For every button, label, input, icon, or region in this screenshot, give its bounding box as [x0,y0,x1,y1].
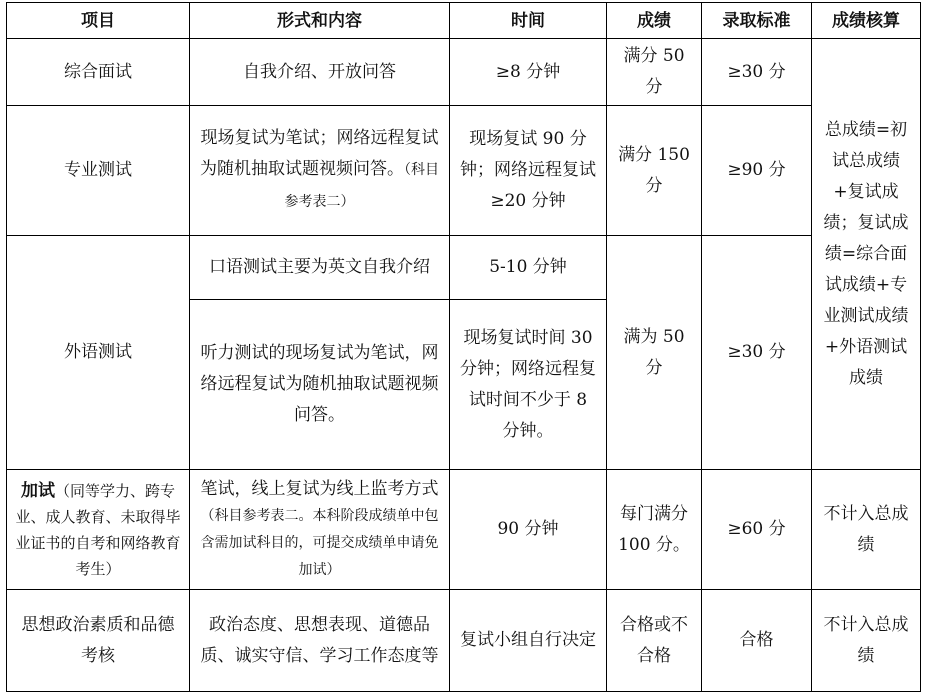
moral-form: 政治态度、思想表现、道德品质、诚实守信、学习工作态度等 [190,590,450,692]
moral-item: 思想政治素质和品德考核 [7,590,190,692]
table-row-extra [7,470,921,590]
major-form-main: 现场复试为笔试；网络远程复试为随机抽取试题视频问答。 [200,128,439,179]
extra-form-main: 笔试，线上复试为线上监考方式 [200,479,439,499]
general-item: 综合面试 [7,39,190,106]
table-row-moral [7,590,921,692]
table-row-general [7,39,921,106]
extra-form-note: （科目参考表二。本科阶段成绩单中包含需加试科目的，可提交成绩单申请免加试） [200,508,439,578]
moral-calc: 不计入总成绩 [812,590,921,692]
major-standard: ≥90 分 [702,106,812,236]
moral-time: 复试小组自行决定 [450,590,607,692]
general-form: 自我介绍、开放问答 [190,39,450,106]
extra-item [7,470,190,590]
header-item: 项目 [7,3,190,39]
header-row [7,3,921,39]
foreign-listen-form: 听力测试的现场复试为笔试，网络远程复试为随机抽取试题视频问答。 [190,300,450,470]
major-item: 专业测试 [7,106,190,236]
extra-standard: ≥60 分 [702,470,812,590]
foreign-oral-form: 口语测试主要为英文自我介绍 [190,236,450,300]
extra-time: 90 分钟 [450,470,607,590]
table-row-foreign-oral [7,236,921,300]
header-form: 形式和内容 [190,3,450,39]
general-time: ≥8 分钟 [450,39,607,106]
header-score: 成绩 [607,3,702,39]
foreign-listen-time: 现场复试时间 30 分钟；网络远程复试时间不少于 8 分钟。 [450,300,607,470]
header-calc: 成绩核算 [812,3,921,39]
exam-table [6,2,921,692]
extra-item-title: 加试 [20,480,55,501]
major-form-note: （科目参考表二） [284,162,439,210]
major-form [190,106,450,236]
general-standard: ≥30 分 [702,39,812,106]
general-score: 满分 50 分 [607,39,702,106]
total-calc: 总成绩=初试总成绩+复试成绩；复试成绩=综合面试成绩+专业测试成绩+外语测试成绩 [812,39,921,470]
extra-score: 每门满分 100 分。 [607,470,702,590]
foreign-standard: ≥30 分 [702,236,812,470]
extra-calc: 不计入总成绩 [812,470,921,590]
major-score: 满分 150 分 [607,106,702,236]
foreign-oral-time: 5-10 分钟 [450,236,607,300]
extra-item-note: （同等学力、跨专业、成人教育、未取得毕业证书的自考和网络教育考生） [15,481,181,578]
foreign-item: 外语测试 [7,236,190,470]
extra-form [190,470,450,590]
foreign-score: 满为 50 分 [607,236,702,470]
major-time: 现场复试 90 分钟；网络远程复试≥20 分钟 [450,106,607,236]
header-standard: 录取标准 [702,3,812,39]
moral-score: 合格或不合格 [607,590,702,692]
moral-standard: 合格 [702,590,812,692]
header-time: 时间 [450,3,607,39]
table-row-major [7,106,921,236]
